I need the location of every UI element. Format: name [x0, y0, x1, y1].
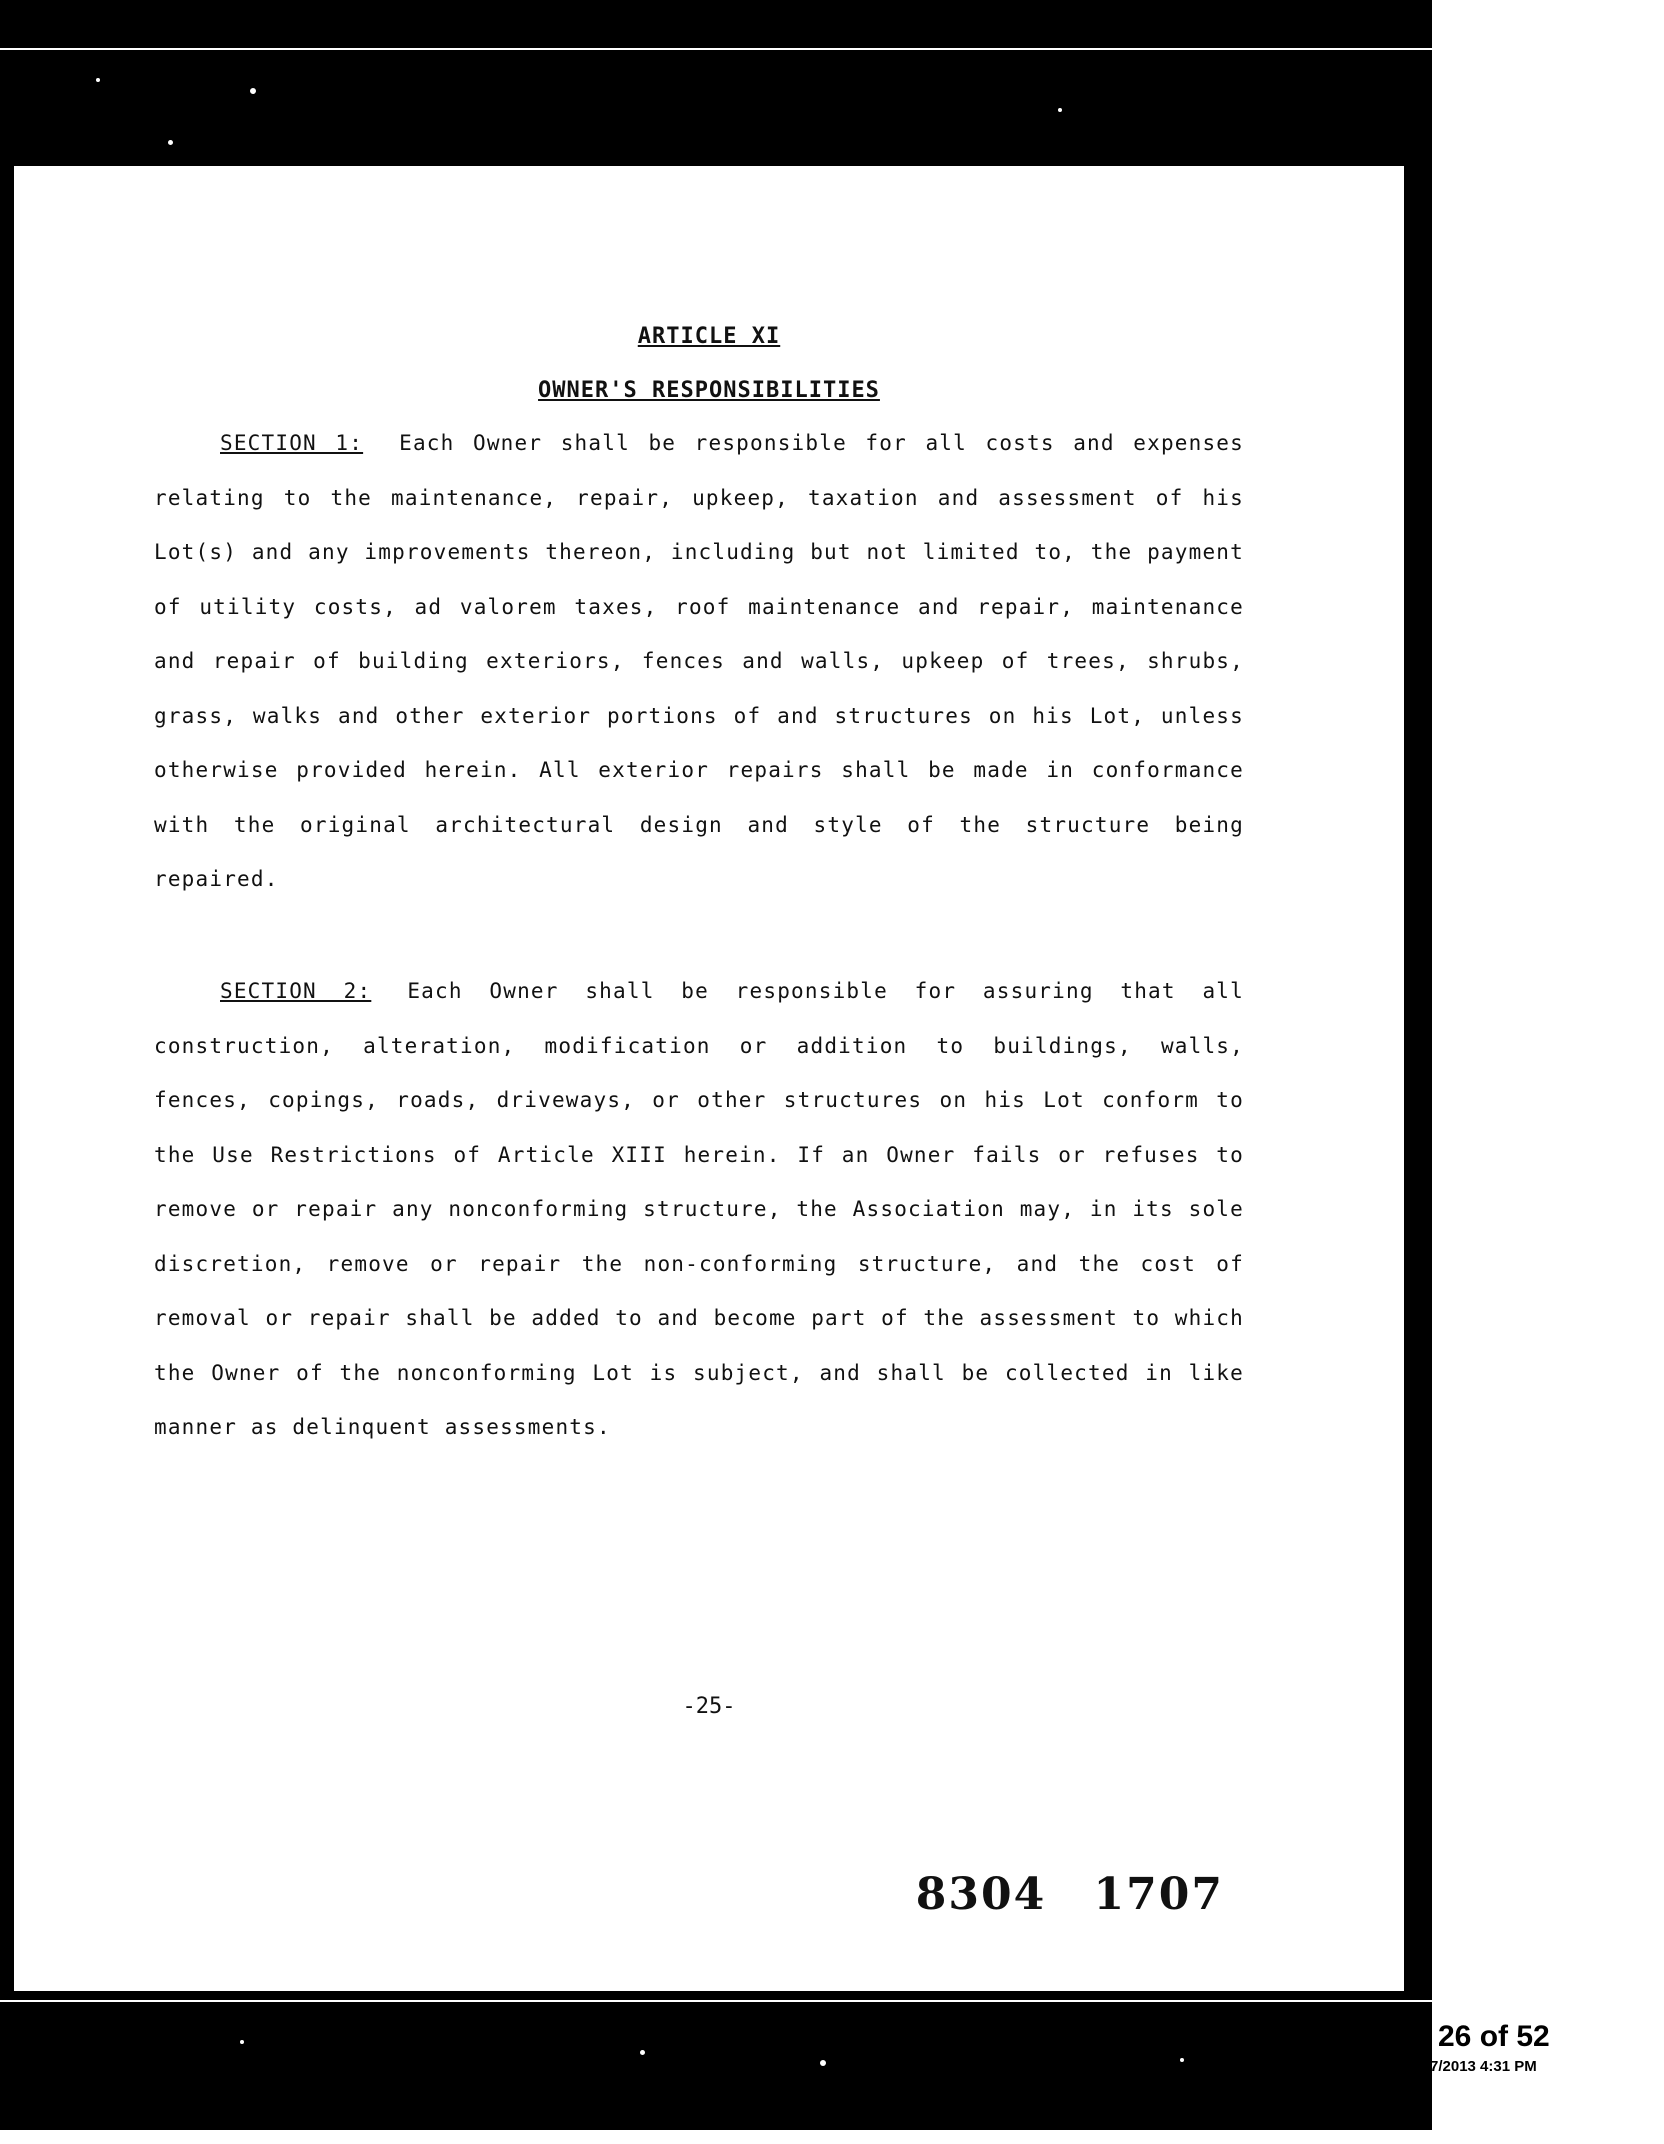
scan-speck — [1058, 108, 1062, 112]
section-2-label: SECTION 2: — [220, 979, 372, 1003]
scan-speck — [240, 2040, 244, 2044]
scan-speck — [168, 140, 173, 145]
section-1-label: SECTION 1: — [220, 431, 364, 455]
scan-border-line — [0, 2000, 1432, 2002]
scan-speck — [820, 2060, 826, 2066]
document-page — [14, 166, 1404, 1991]
book-page-stamp: 8304 1707 — [915, 1869, 1224, 1920]
scan-border-line — [0, 48, 1432, 50]
page-count-label: 26 of 52 — [1438, 2020, 1550, 2053]
section-2-paragraph — [154, 964, 1244, 1455]
section-1-paragraph — [154, 416, 1244, 907]
scan-speck — [1180, 2058, 1184, 2062]
scan-speck — [640, 2050, 645, 2055]
page-number: -25- — [682, 1694, 736, 1719]
article-subtitle: OWNER'S RESPONSIBILITIES — [538, 378, 880, 403]
scan-speck — [96, 78, 100, 82]
section-1-text: Each Owner shall be responsible for all costs and expenses relating to the maintenance, repair, upkeep, taxation and assessment of his Lot(s) and any improvements thereon, including but not limited to, the payment of utility costs, ad valorem taxes, roof maintenance and repair, maintenance and repair of building exteriors, fences and walls, upkeep of trees, shrubs, grass, walks and other exterior portions of and structures on his Lot, unless otherwise provided herein. All exterior repairs shall be made in conformance with the original architectural design and style of the structure being repaired. — [154, 431, 1244, 891]
section-2-text: Each Owner shall be responsible for assuring that all construction, alteration, modification or addition to buildings, walls, fences, copings, roads, driveways, or other structures on his Lot conform to the Use Restrictions of Article XIII herein. If an Owner fails or refuses to remove or repair any nonconforming structure, the Association may, in its sole discretion, remove or repair the non-conforming structure, and the cost of removal or repair shall be added to and become part of the assessment to which the Owner of the nonconforming Lot is subject, and shall be collected in like manner as delinquent assessments. — [154, 979, 1244, 1439]
article-title: ARTICLE XI — [637, 324, 781, 349]
scan-speck — [250, 88, 256, 94]
timestamp-label: 7/2013 4:31 PM — [1430, 2058, 1537, 2075]
